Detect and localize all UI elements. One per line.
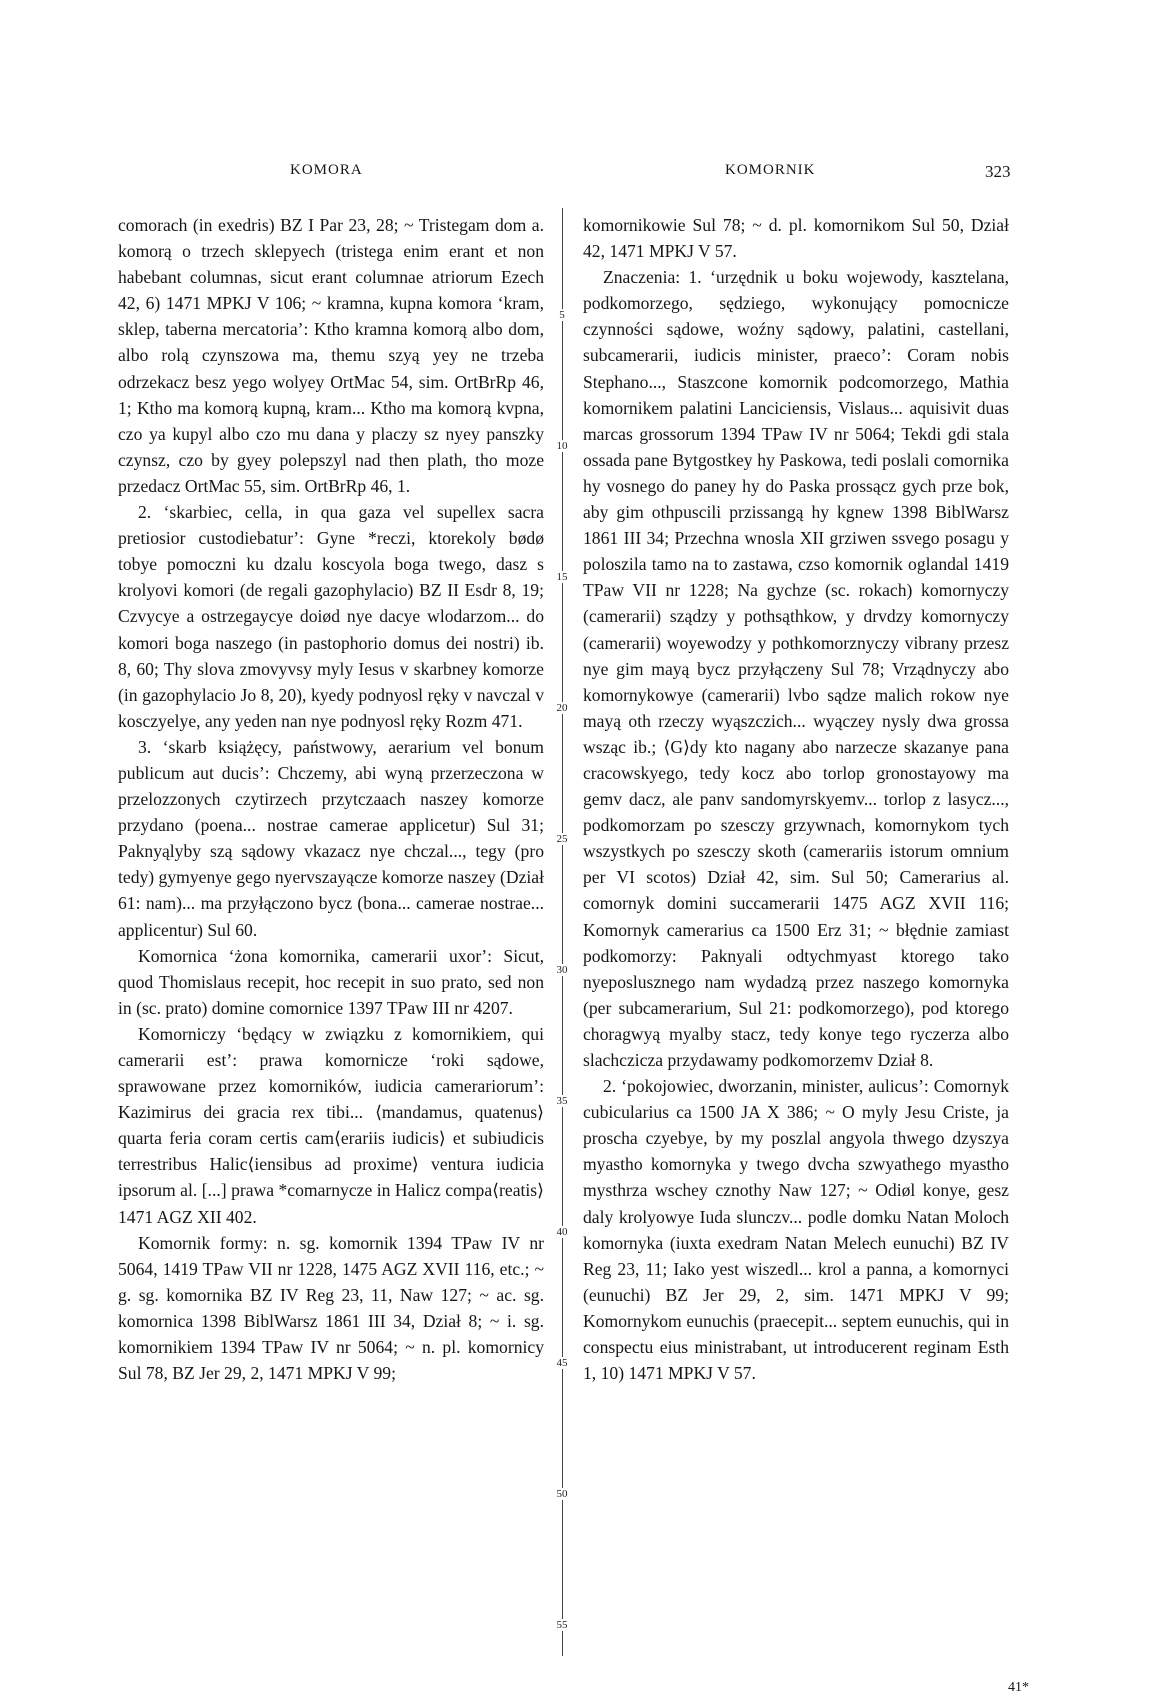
line-number: 40 — [552, 1226, 572, 1238]
line-number: 15 — [552, 571, 572, 583]
entry-komornik-forms: Komornik formy: n. sg. komornik 1394 TPaw IV nr 5064, 1419 TPaw VII nr 1228, 1475 AGZ XVII 116, etc.; ~ g. sg. komornika BZ IV Reg 23, 11, Naw 127; ~ ac. sg. komornica 1398 BiblWarsz 1861 III 34, Dział 8; ~ i. sg. komornikiem 1394 TPaw IV nr 5064; ~ n. pl. komornicy Sul 78, BZ Jer 29, 2, 1471 MPKJ V 99; — [118, 1232, 544, 1384]
line-number: 50 — [552, 1488, 572, 1500]
entry-paragraph: comorach (in exedris) BZ I Par 23, 28; ~ Tristegam dom a. komorą o trzech sklepyech (tristega enim erant et non habebant columnas, sicut erant columnae atriorum Ezech 42, 6) 1471 MPKJ V 106; ~ kramna, kupna komora ʻkram, sklep, taberna mercatoriaʼ: Ktho kramna komorą albo dom, albo rolą czynszowa ma, themu szyą yey ne trzeba odrzekacz besz yego wolyey OrtMac 54, sim. OrtBrRp 46, 1; Ktho ma komorą kupną, kram... Ktho ma komorą kvpna, czo ya kupyl albo czo mu dana y placzy sz nyey panszky czynsz, czo by gyey polepszyl nad then plath, tho moze przedacz OrtMac 55, sim. OrtBrRp 46, 1. — [118, 215, 544, 496]
running-head-center: KOMORNIK — [725, 162, 816, 178]
line-number: 55 — [552, 1619, 572, 1631]
signature-mark: 41* — [1008, 1680, 1029, 1695]
entry-paragraph: 2. ʻskarbiec, cella, in qua gaza vel supellex sacra pretiosior custodiebaturʼ: Gyne *reczi, ktorekoly bødø tobye pomoczni ku dzalu koscyola boga twego, dasz s krolyovi komori (de regali gazophylacio) BZ II Esdr 8, 19; Czvycye a ostrzegaycye doiød nye dacye wlodarzom... do komori boga naszego (in pastophorio domus dei nostri) ib. 8, 60; Thy slova zmovyvsy myly Iesus v skarbney komorze (in gazophylacio Jo 8, 20), kyedy podnyosl ręky v navczal v kosczyelye, any yeden nan nye podnyosl ręky Rozm 471. — [118, 502, 544, 731]
running-head-left: KOMORA — [290, 162, 363, 178]
entry-komorniczy: Komorniczy ʻbędący w związku z komornikiem, qui camerarii estʼ: prawa komornicze ʻroki sądowe, sprawowane przez komorników, iudicia camerariorumʼ: Kazimirus dei gracia rex tibi... ⟨mandamus, quatenus⟩ quarta feria coram certis cam⟨erariis iudicis⟩ et subiudicis terrestribus Halic⟨iensibus ad proxime⟩ ventura iudicia ipsorum al. [...] prawa *comarnycze in Halicz compa⟨reatis⟩ 1471 AGZ XII 402. — [118, 1023, 544, 1227]
line-number: 10 — [552, 440, 572, 452]
left-column — [118, 212, 544, 1386]
entry-paragraph: komornikowie Sul 78; ~ d. pl. komornikom Sul 50, Dział 42, 1471 MPKJ V 57. — [583, 215, 1009, 262]
entry-paragraph: 3. ʻskarb książęcy, państwowy, aerarium vel bonum publicum aut ducisʼ: Chczemy, abi wyną przerzeczona w przelozzonych czytirzech przytczaach naszey komorze przydano (poena... nostrae camerae applicetur) Sul 31; Paknyąlyby szą sądowy vkazacz nye chczal..., tegy (pro tedy) gymyenye gego nyervszayącze komorze naszey (Dział 61: nam)... ma przyłączono bycz (bona... camerae nostrae... applicentur) Sul 60. — [118, 736, 544, 940]
entry-komornica: Komornica ʻżona komornika, camerarii uxorʼ: Sicut, quod Thomislaus recepit, hoc recepit in suo prato, sed non in (sc. prato) domine comornice 1397 TPaw III nr 4207. — [118, 945, 544, 1018]
line-number: 45 — [552, 1357, 572, 1369]
right-column — [583, 212, 1009, 1386]
entry-paragraph: 2. ʻpokojowiec, dworzanin, minister, aulicusʼ: Comornyk cubicularius ca 1500 JA X 386; ~ O myly Jesu Criste, ja proscha czyebye, by my poszlal angyola thwego dzyszya myastho komornyka y twego dvcha szwyathego myastho mysthrza wschey cznothy Naw 127; ~ Odiøl konye, gesz daly krolyowye Iuda slunczv... podle domku Natan Moloch komornyka (iuxta exedram Natan Melech eunuchi) BZ IV Reg 23, 11; Iako yest wiszedl... krol a panna, a komornyci (eunuchi) BZ Jer 29, 2, sim. 1471 MPKJ V 99; Komornykom eunuchis (praecepit... septem eunuchis, qui in conspectu eius ministrabant, ut introducerent reginam Esth 1, 10) 1471 MPKJ V 57. — [583, 1076, 1009, 1384]
line-number: 25 — [552, 833, 572, 845]
line-number: 20 — [552, 702, 572, 714]
entry-meanings: Znaczenia: 1. ʻurzędnik u boku wojewody, kasztelana, podkomorzego, sędziego, wykonujący pomocnicze czynności sądowe, woźny sądowy, palatini, castellani, subcamerarii, iudicis minister, praecoʼ: Coram nobis Stephano..., Staszcone komornik podcomorzego, Mathia komornikem palatini Lanciciensis, Vislaus... aquisivit duas marcas grossorum 1394 TPaw IV nr 5064; Tekdi gdi stala ossada pane Bytgostkey hy Paskowa, tedi poslali comornika hy vosnego do paney hy do Paska prossącz gych prze bok, aby gim othpuscili przissangą hy kgnew 1398 BiblWarsz 1861 III 34; Przechna wnosla XII grziwen ssvego posagu y poloszila tamo na to zastawa, czso komornik oglandal 1419 TPaw VII nr 1228; Na gychze (sc. rokach) komornyczy (camerarii) sządzy y pothsąthkow, y drvdzy komornyczy (camerarii) woyewodzy y pothkomorznyczy vibrany przesz nye gim mayą bycz przyłączeny Sul 78; Vrządnyczy abo komornykowye (camerarii) lvbo sądze malich rokow nye mayą oth rzeczy wyąszczich... wyączey nysly dwa grossa wsząc ib.; ⟨G⟩dy kto nagany abo narzecze skazanye pana cracowskyego, tedy kocz abo torlop gronostayowy ma gemv dacz, ale panv sandomyrskyemv... torlop z lasycz..., podkomorzam po szesczy grzywnach, komornykom tych wszystkych po szesczy skoth (camerariis istorum omnium per VI scotos) Dział 42, sim. Sul 50; Camerarius al. comornyk domini succamerarii 1475 AGZ XVII 116; Komornyk camerarius ca 1500 Erz 31; ~ błędnie zamiast podkomorzy: Paknyali odtychmyast ktorego tako nyeposlusznego nam wydadzą przez naszego komornyka (per subcamerarium, Sul 21: podkomorzego), pod ktorego choragwyą myalby stacz, tedy konye tego ryczerza albo slachczicza przydawamy podkomorzemv Dział 8. — [583, 267, 1009, 1070]
line-number: 35 — [552, 1095, 572, 1107]
line-number: 30 — [552, 964, 572, 976]
page-number: 323 — [985, 162, 1011, 181]
line-number: 5 — [552, 309, 572, 321]
column-divider — [562, 208, 563, 1656]
